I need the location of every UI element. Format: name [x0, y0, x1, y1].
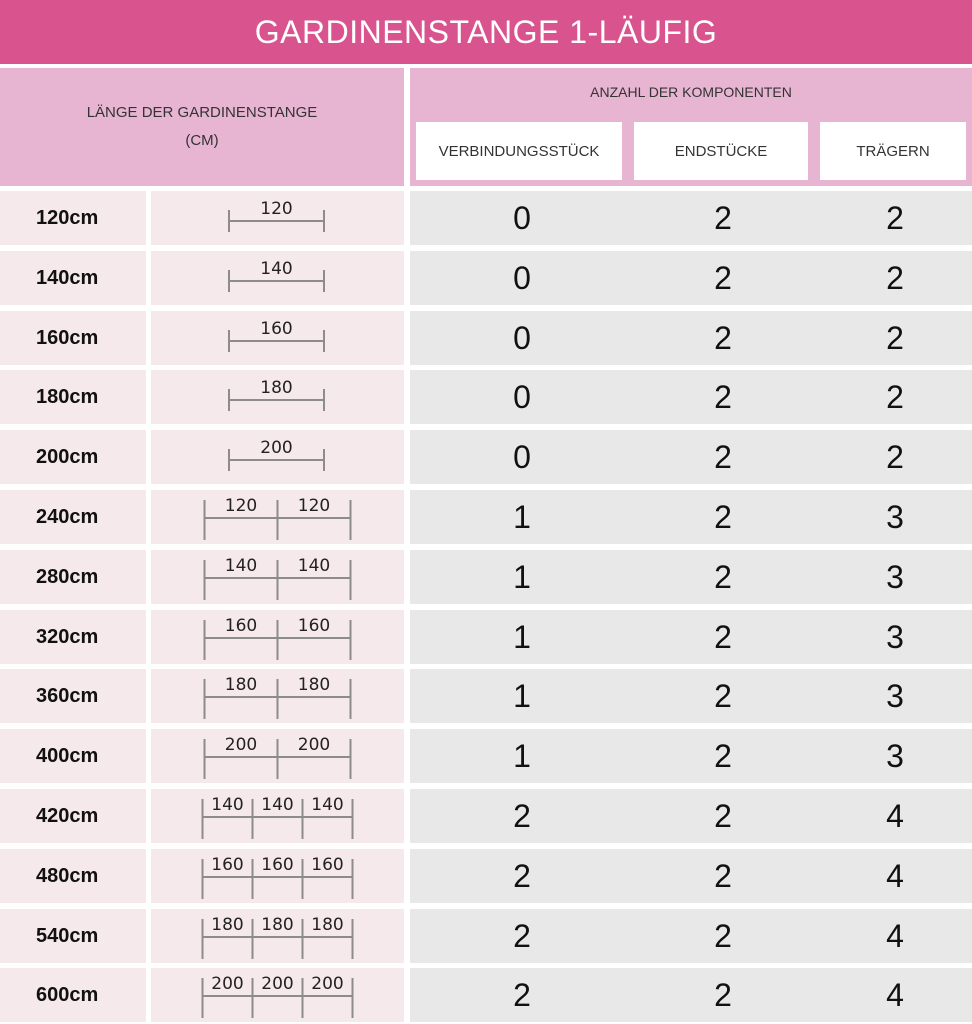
rod-segment-label: 200 — [224, 735, 258, 755]
rod-segment-label: 120 — [260, 199, 293, 219]
traeger-count: 3 — [886, 737, 904, 774]
table-row — [410, 311, 972, 365]
traeger-count: 2 — [886, 199, 904, 236]
rod-segment-diagram — [151, 191, 404, 245]
verbindungsstueck-count: 2 — [513, 797, 531, 834]
table-row — [410, 789, 972, 843]
verbindungsstueck-count: 2 — [513, 857, 531, 894]
row-length-label: 240cm — [0, 490, 146, 544]
endstuecke-count: 2 — [714, 618, 732, 655]
rod-segment-diagram — [151, 430, 404, 484]
row-length-label: 120cm — [0, 191, 146, 245]
rod-segment-label: 140 — [224, 556, 258, 576]
rod-segment-diagram — [151, 909, 404, 963]
rod-segment-diagram — [151, 729, 404, 783]
endstuecke-count: 2 — [714, 558, 732, 595]
table-row — [410, 610, 972, 664]
length-header-line2: (CM) — [185, 132, 219, 149]
rod-segment-label: 140 — [261, 795, 294, 815]
row-length-label: 400cm — [0, 729, 146, 783]
column-header-endstuecke — [628, 116, 814, 186]
table-row — [410, 191, 972, 245]
traeger-count: 4 — [886, 797, 904, 834]
rod-segment-label: 200 — [297, 735, 331, 755]
column-header-label: ENDSTÜCKE — [632, 120, 810, 182]
endstuecke-count: 2 — [714, 438, 732, 475]
table-row — [410, 430, 972, 484]
endstuecke-count: 2 — [714, 498, 732, 535]
rod-segment-label: 200 — [311, 974, 344, 994]
traeger-count: 3 — [886, 677, 904, 714]
row-length-label: 420cm — [0, 789, 146, 843]
rod-segment-label: 200 — [261, 974, 294, 994]
endstuecke-count: 2 — [714, 378, 732, 415]
traeger-count: 4 — [886, 976, 904, 1013]
rod-segment-label: 180 — [311, 915, 344, 935]
table-row — [410, 490, 972, 544]
endstuecke-count: 2 — [714, 199, 732, 236]
traeger-count: 3 — [886, 498, 904, 535]
traeger-count: 3 — [886, 558, 904, 595]
rod-segment-diagram — [151, 370, 404, 424]
rod-segment-label: 140 — [311, 795, 344, 815]
endstuecke-count: 2 — [714, 259, 732, 296]
row-length-label: 600cm — [0, 968, 146, 1022]
rod-segment-diagram — [151, 610, 404, 664]
table-row — [410, 550, 972, 604]
endstuecke-count: 2 — [714, 976, 732, 1013]
row-length-label: 160cm — [0, 311, 146, 365]
rod-segment-label: 180 — [224, 675, 258, 695]
rod-segment-label: 120 — [297, 496, 331, 516]
row-length-label: 280cm — [0, 550, 146, 604]
rod-segment-diagram — [151, 550, 404, 604]
rod-segment-label: 160 — [260, 319, 293, 339]
length-column-header — [0, 68, 404, 186]
endstuecke-count: 2 — [714, 857, 732, 894]
rod-segment-label: 160 — [261, 855, 294, 875]
rod-segment-diagram — [151, 311, 404, 365]
rod-segment-label: 140 — [260, 259, 293, 279]
row-length-label: 480cm — [0, 849, 146, 903]
verbindungsstueck-count: 1 — [513, 498, 531, 535]
traeger-count: 2 — [886, 378, 904, 415]
traeger-count: 2 — [886, 259, 904, 296]
endstuecke-count: 2 — [714, 677, 732, 714]
endstuecke-count: 2 — [714, 917, 732, 954]
traeger-count: 2 — [886, 319, 904, 356]
verbindungsstueck-count: 1 — [513, 558, 531, 595]
endstuecke-count: 2 — [714, 797, 732, 834]
table-row — [410, 729, 972, 783]
verbindungsstueck-count: 0 — [513, 378, 531, 415]
verbindungsstueck-count: 2 — [513, 917, 531, 954]
row-length-label: 540cm — [0, 909, 146, 963]
table-row — [410, 849, 972, 903]
row-length-label: 360cm — [0, 669, 146, 723]
rod-segment-label: 180 — [261, 915, 294, 935]
table-row — [410, 251, 972, 305]
verbindungsstueck-count: 1 — [513, 677, 531, 714]
verbindungsstueck-count: 0 — [513, 319, 531, 356]
endstuecke-count: 2 — [714, 737, 732, 774]
verbindungsstueck-count: 1 — [513, 737, 531, 774]
rod-segment-label: 160 — [224, 616, 258, 636]
endstuecke-count: 2 — [714, 319, 732, 356]
rod-segment-diagram — [151, 849, 404, 903]
traeger-count: 2 — [886, 438, 904, 475]
column-header-label: VERBINDUNGSSTÜCK — [414, 120, 624, 182]
rod-segment-diagram — [151, 789, 404, 843]
rod-segment-label: 180 — [297, 675, 331, 695]
verbindungsstueck-count: 0 — [513, 438, 531, 475]
table-row — [410, 909, 972, 963]
rod-segment-label: 180 — [260, 378, 293, 398]
traeger-count: 4 — [886, 917, 904, 954]
column-header-label: TRÄGERN — [818, 120, 968, 182]
verbindungsstueck-count: 2 — [513, 976, 531, 1013]
rod-segment-label: 160 — [211, 855, 244, 875]
table-row — [410, 669, 972, 723]
rod-segment-diagram — [151, 251, 404, 305]
rod-segment-label: 200 — [211, 974, 244, 994]
row-length-label: 140cm — [0, 251, 146, 305]
table-row — [410, 968, 972, 1022]
rod-segment-label: 160 — [311, 855, 344, 875]
verbindungsstueck-count: 1 — [513, 618, 531, 655]
length-header-line1: LÄNGE DER GARDINENSTANGE — [86, 104, 318, 121]
rod-segment-label: 140 — [211, 795, 244, 815]
rod-segment-label: 160 — [297, 616, 331, 636]
rod-segment-diagram — [151, 669, 404, 723]
rod-segment-label: 120 — [224, 496, 258, 516]
table-row — [410, 370, 972, 424]
row-length-label: 200cm — [0, 430, 146, 484]
rod-segment-label: 200 — [260, 438, 293, 458]
verbindungsstueck-count: 0 — [513, 259, 531, 296]
verbindungsstueck-count: 0 — [513, 199, 531, 236]
page-title: GARDINENSTANGE 1-LÄUFIG — [0, 0, 972, 64]
row-length-label: 320cm — [0, 610, 146, 664]
traeger-count: 4 — [886, 857, 904, 894]
column-header-verbindungsstueck — [410, 116, 628, 186]
rod-segment-diagram — [151, 490, 404, 544]
rod-segment-label: 180 — [211, 915, 244, 935]
rod-segment-label: 140 — [297, 556, 331, 576]
row-length-label: 180cm — [0, 370, 146, 424]
rod-segment-diagram — [151, 968, 404, 1022]
traeger-count: 3 — [886, 618, 904, 655]
column-header-traegern — [814, 116, 972, 186]
components-header: ANZAHL DER KOMPONENTEN — [410, 68, 972, 116]
